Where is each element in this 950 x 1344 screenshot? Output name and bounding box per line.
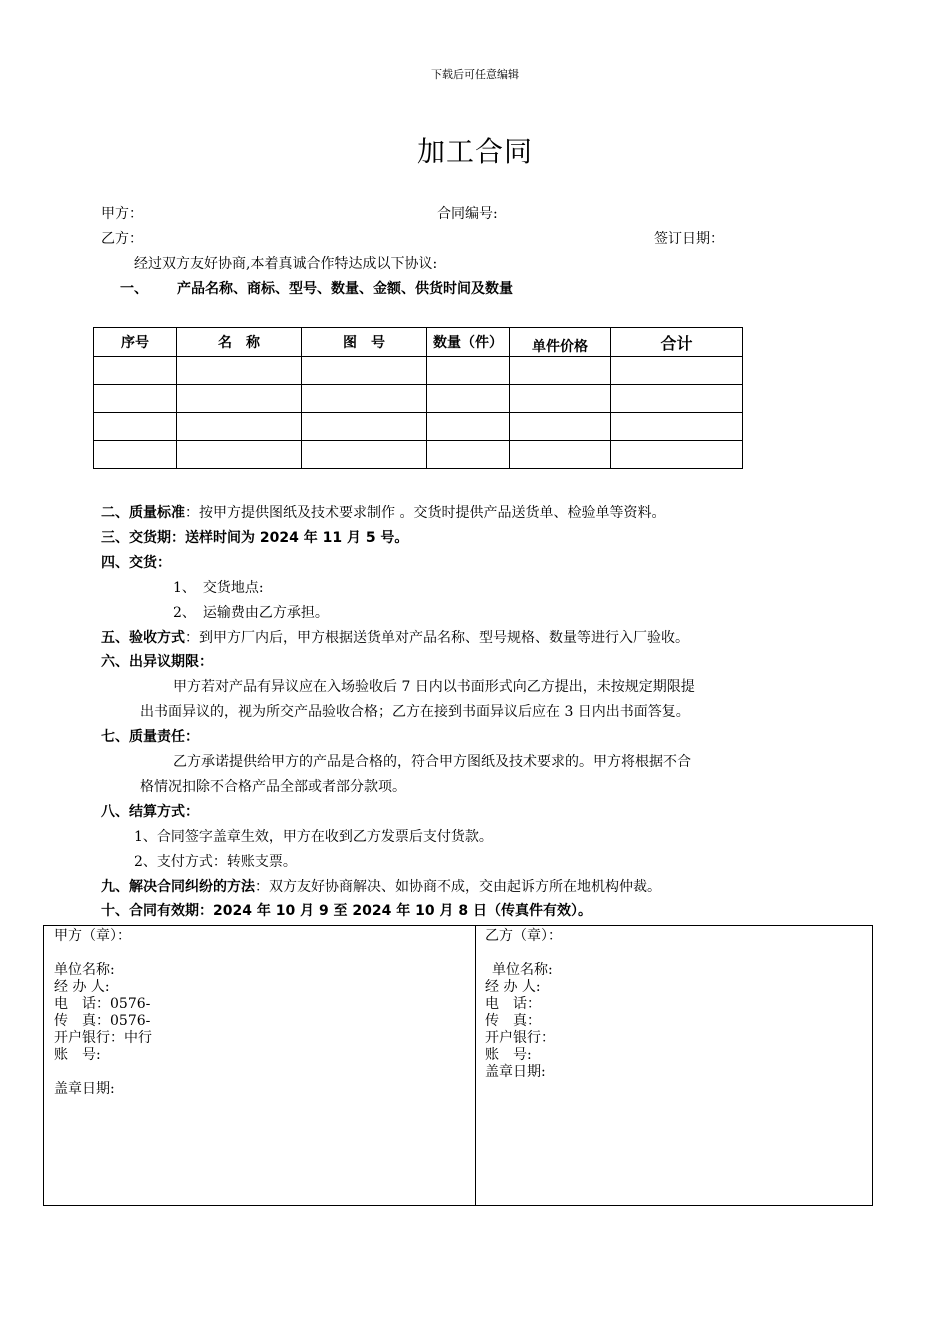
table-cell — [94, 441, 177, 469]
table-cell — [302, 441, 427, 469]
section5-label: 五、验收方式 — [101, 630, 185, 646]
section7-label: 七、质量责任： — [101, 729, 199, 745]
header-cell-drawing: 图 号 — [302, 328, 427, 357]
section7-line2: 格情况扣除不合格产品全部或者部分款项。 — [140, 779, 406, 795]
section10: 十、合同有效期：2024 年 10 月 9 至 2024 年 10 月 8 日（传真件有效）。 — [101, 903, 592, 919]
section1-number: 一、 — [120, 281, 148, 297]
section8-item2: 2、支付方式：转账支票。 — [134, 854, 297, 870]
party-b-handler-label: 经 办 人: — [485, 979, 541, 995]
header-cell-total: 合计 — [611, 328, 743, 357]
table-cell — [302, 357, 427, 385]
header-cell-name: 名 称 — [177, 328, 302, 357]
party-a-unit-label: 单位名称: — [54, 962, 115, 978]
header-note: 下载后可任意编辑 — [431, 68, 519, 81]
table-cell — [94, 385, 177, 413]
table-cell — [427, 357, 510, 385]
section6-line1: 甲方若对产品有异议应在入场验收后 7 日内以书面形式向乙方提出，未按规定期限提 — [173, 679, 695, 695]
table-cell — [611, 357, 743, 385]
section8-label: 八、结算方式： — [101, 804, 199, 820]
table-row — [94, 385, 743, 413]
party-b-fax-label: 传 真： — [485, 1013, 541, 1029]
section9 — [101, 876, 661, 896]
section1-heading: 产品名称、商标、型号、数量、金额、供货时间及数量 — [177, 281, 513, 297]
header-cell-index: 序号 — [94, 328, 177, 357]
section6-label: 六、出异议期限： — [101, 654, 213, 670]
table-cell — [611, 441, 743, 469]
section3: 三、交货期：送样时间为 2024 年 11 月 5 号。 — [101, 530, 409, 546]
table-cell — [177, 413, 302, 441]
table-cell — [177, 385, 302, 413]
table-cell — [510, 413, 611, 441]
section8-item1: 1、合同签字盖章生效，甲方在收到乙方发票后支付货款。 — [134, 829, 493, 845]
party-b-seal-date-label: 盖章日期: — [485, 1064, 546, 1080]
party-b-unit-label: 单位名称: — [492, 962, 553, 978]
party-b-phone-label: 电 话： — [485, 996, 541, 1012]
section4-item1: 1、 交货地点: — [173, 580, 264, 596]
party-b-label: 乙方： — [101, 231, 143, 247]
header-cell-unit-price: 单件价格 — [510, 328, 611, 357]
table-row — [94, 441, 743, 469]
header-cell-quantity: 数量（件） — [427, 328, 510, 357]
table-cell — [94, 357, 177, 385]
section4-label: 四、交货： — [101, 555, 171, 571]
section5-text: ：到甲方厂内后，甲方根据送货单对产品名称、型号规格、数量等进行入厂验收。 — [185, 630, 689, 646]
table-cell — [611, 385, 743, 413]
section2-text: ：按甲方提供图纸及技术要求制作 。交货时提供产品送货单、检验单等资料。 — [185, 505, 666, 521]
section9-label: 九、解决合同纠纷的方法 — [101, 879, 255, 895]
party-a-seal-label: 甲方（章）： — [54, 928, 131, 944]
table-cell — [177, 357, 302, 385]
party-a-bank: 开户银行：中行 — [54, 1030, 152, 1046]
section5 — [101, 627, 689, 647]
party-a-label: 甲方： — [101, 206, 143, 222]
table-cell — [427, 441, 510, 469]
table-cell — [302, 413, 427, 441]
table-cell — [94, 413, 177, 441]
section2-label: 二、质量标准 — [101, 505, 185, 521]
table-cell — [510, 357, 611, 385]
table-header-row — [94, 328, 743, 357]
table-cell — [177, 441, 302, 469]
party-b-account-label: 账 号: — [485, 1047, 532, 1063]
table-cell — [427, 413, 510, 441]
intro-text: 经过双方友好协商,本着真诚合作特达成以下协议: — [134, 256, 438, 272]
party-a-handler-label: 经 办 人: — [54, 979, 110, 995]
table-cell — [427, 385, 510, 413]
section2 — [101, 502, 665, 522]
section6-line2: 出书面异议的，视为所交产品验收合格；乙方在接到书面异议后应在 3 日内出书面答复。 — [140, 704, 690, 720]
party-a-seal-date-label: 盖章日期: — [54, 1081, 115, 1097]
table-row — [94, 357, 743, 385]
product-table — [93, 327, 743, 469]
signature-block — [43, 925, 873, 1206]
party-a-signature — [54, 928, 152, 1098]
party-b-seal-label: 乙方（章）： — [485, 928, 562, 944]
signature-divider — [475, 926, 476, 1205]
table-cell — [611, 413, 743, 441]
party-a-fax: 传 真：0576- — [54, 1013, 151, 1029]
sign-date-label: 签订日期： — [654, 231, 724, 247]
table-row — [94, 413, 743, 441]
table-cell — [510, 441, 611, 469]
page-title: 加工合同 — [416, 135, 533, 168]
contract-no-label: 合同编号: — [437, 206, 498, 222]
party-b-bank-label: 开户银行： — [485, 1030, 555, 1046]
party-a-phone: 电 话：0576- — [54, 996, 151, 1012]
table-cell — [510, 385, 611, 413]
section7-line1: 乙方承诺提供给甲方的产品是合格的，符合甲方图纸及技术要求的。甲方将根据不合 — [173, 754, 691, 770]
section4-item2: 2、 运输费由乙方承担。 — [173, 605, 329, 621]
section9-text: ：双方友好协商解决、如协商不成，交由起诉方所在地机构仲裁。 — [255, 879, 661, 895]
party-a-account-label: 账 号: — [54, 1047, 101, 1063]
party-b-signature — [485, 928, 562, 1081]
table-cell — [302, 385, 427, 413]
